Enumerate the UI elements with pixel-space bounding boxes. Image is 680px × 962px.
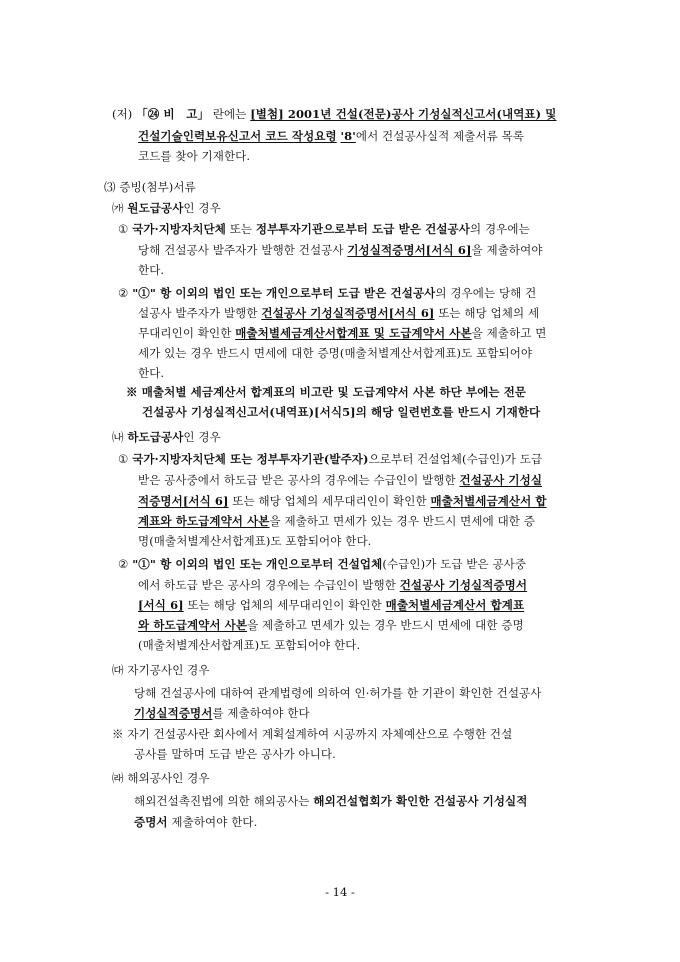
note-text: 란에는	[212, 107, 247, 121]
text: 을 제출하고 면세가 있는 경우 반드시 면세에 대한 증	[269, 514, 535, 528]
subsection-marker: ㈎	[112, 201, 124, 215]
subsection-title: 해외공사인 경우	[127, 771, 210, 785]
na-item-1-line-2	[138, 473, 542, 488]
da-note-line-1	[112, 727, 512, 742]
form-reference: 건설공사 기성실적증명서[서식 6]	[261, 306, 435, 320]
subsection-marker: ㈑	[112, 771, 124, 785]
note-text: 매출처별 세금계산서 합계표의 비고란 및 도급계약서 사본 하단 부에는 전문	[141, 385, 527, 399]
subsection-title-bold: 하도급공사	[127, 430, 184, 444]
ra-line-2	[134, 815, 257, 830]
ga-note-line-2: 건설공사 기성실적신고서(내역표)[서식5]의 해당 일련번호를 반드시 기재한다	[142, 405, 541, 419]
note-line-1	[112, 107, 557, 122]
na-item-2-line-1	[118, 557, 526, 572]
document-reference: 매출처별세금계산서 합계표	[385, 598, 525, 612]
ga-item-2-line-3	[138, 326, 546, 341]
form-reference: 건설공사 기성실적증명서	[399, 578, 528, 592]
text: 의 경우에는	[469, 222, 530, 236]
bold-text: 증명서	[134, 815, 168, 829]
text: 또는	[225, 222, 256, 236]
form-reference: 기성실적증명서[서식 6]	[347, 243, 472, 257]
text: 또는 해당 업체의 세무대리인이 확인한	[228, 494, 431, 508]
page-number: - 14 -	[325, 885, 355, 899]
note-title: 「㉔ 비 고」	[136, 107, 210, 121]
na-item-1-line-3	[138, 494, 547, 509]
text: 또는 해당 업체의 세무대리인이 확인한	[183, 598, 386, 612]
da-note-line-2: 공사를 말하며 도급 받은 공사가 아니다.	[134, 747, 336, 761]
document-reference: 매출처별세금계산서합계표 및 도급계약서 사본	[235, 326, 472, 340]
subsection-title-bold: 원도급공사	[127, 201, 184, 215]
bold-text: "①" 항 이외의 법인 또는 개인으로부터 도급 받은 건설공사	[132, 286, 436, 300]
na-item-1-line-5: 명(매출처별계산서합계표)도 포함되어야 한다.	[138, 534, 372, 548]
note-reference-2: 건설기술인력보유신고서 코드 작성요령	[138, 129, 337, 143]
da-line-1: 당해 건설공사에 대하여 관계법령에 의하여 인·허가를 한 기관이 확인한 건설공사	[134, 686, 542, 700]
subsection-na-title	[112, 430, 221, 445]
note-reference: [별첨] 2001년 건설(전문)공사 기성실적신고서(내역표) 및	[250, 107, 557, 121]
text: 으로부터 건설업체(수급인)가 도급	[368, 452, 543, 466]
bold-text: 국가·지방자치단체 또는 정부투자기관(발주자)	[132, 452, 369, 466]
text: 을 제출하여야	[471, 243, 543, 257]
na-item-2-line-4	[138, 618, 524, 633]
item-number: ②	[118, 557, 129, 571]
ga-item-2-line-4: 세가 있는 경우 반드시 면세에 대한 증명(매출처별계산서합계표)도 포함되어야	[138, 346, 533, 360]
form-reference: 건설공사 기성실	[459, 473, 543, 487]
subsection-ra-title	[112, 771, 210, 786]
item-number: ①	[118, 222, 129, 236]
text: 당해 건설공사 발주자가 발행한 건설공사	[138, 243, 348, 257]
na-item-2-line-5: (매출처별계산서합계표)도 포함되어야 한다.	[138, 638, 361, 652]
ga-item-1-line-1	[118, 222, 530, 237]
text: (수급인)가 도급 받은 공사중	[382, 557, 527, 571]
bold-text: "①" 항 이외의 법인 또는 개인으로부터 건설업체	[132, 557, 383, 571]
na-item-2-line-2	[138, 578, 527, 593]
subsection-marker: ㈏	[112, 430, 124, 444]
note-mark: ※	[112, 727, 124, 741]
ga-item-1-line-3: 한다.	[138, 263, 165, 277]
subsection-marker: ㈐	[112, 663, 124, 677]
document-reference: 매출처별세금계산서 합	[430, 494, 547, 508]
form-reference: [서식 6]	[138, 598, 184, 612]
note-text: 자기 건설공사란 회사에서 계획설계하여 시공까지 자체예산으로 수행한 건설	[127, 727, 513, 741]
form-reference: 적증명서[서식 6]	[138, 494, 229, 508]
note-mark: ※	[126, 385, 138, 399]
note-text-2: 에서 건설공사실적 제출서류 목록	[355, 129, 525, 143]
bold-text: 국가·지방자치단체	[132, 222, 226, 236]
note-prefix: (저)	[112, 107, 133, 121]
text: 을 제출하고 면세가 있는 경우 반드시 면세에 대한 증명	[247, 618, 524, 632]
subsection-title-rest: 인 경우	[183, 430, 221, 444]
text: 를 제출하여야 한다	[212, 706, 310, 720]
text: 받은 공사중에서 하도급 받은 공사의 경우에는 수급인이 발행한	[138, 473, 460, 487]
item-number: ①	[118, 452, 129, 466]
text: 제출하여야 한다.	[167, 815, 258, 829]
text: 설공사 발주자가 발행한	[138, 306, 262, 320]
note-line-2	[138, 129, 524, 144]
subsection-ga-title	[112, 201, 221, 216]
note-code: '8'	[340, 129, 356, 143]
text: 의 경우에는 당해 건	[435, 286, 537, 300]
note-line-3: 코드를 찾아 기재한다.	[138, 149, 251, 163]
da-line-2	[134, 706, 310, 721]
document-reference: 계표와 하도급계약서 사본	[138, 514, 270, 528]
bold-text: 해외건설협회가 확인한 건설공사 기성실적	[313, 794, 528, 808]
na-item-1-line-4	[138, 514, 535, 529]
text: 해외건설촉진법에 의한 해외공사는	[134, 794, 314, 808]
ga-item-2-line-2	[138, 306, 539, 321]
ga-item-1-line-2	[138, 243, 543, 258]
text: 을 제출하고 면	[471, 326, 547, 340]
text: 무대리인이 확인한	[138, 326, 236, 340]
text: 또는 해당 업체의 세	[434, 306, 540, 320]
item-number: ②	[118, 286, 129, 300]
na-item-2-line-3	[138, 598, 524, 613]
na-item-1-line-1	[118, 452, 542, 467]
subsection-title: 자기공사인 경우	[127, 663, 210, 677]
ga-item-2-line-1	[118, 286, 536, 301]
ga-item-2-line-5: 한다.	[138, 366, 165, 380]
ga-note-line-1	[126, 385, 526, 400]
subsection-title-rest: 인 경우	[183, 201, 221, 215]
section-heading: ⑶ 증빙(첨부)서류	[104, 180, 196, 194]
document-reference: 기성실적증명서	[134, 706, 213, 720]
text: 에서 하도급 받은 공사의 경우에는 수급인이 발행한	[138, 578, 400, 592]
ra-line-1	[134, 794, 527, 809]
document-reference: 와 하도급계약서 사본	[138, 618, 248, 632]
subsection-da-title	[112, 663, 210, 678]
bold-text: 정부투자기관으로부터 도급 받은 건설공사	[255, 222, 470, 236]
